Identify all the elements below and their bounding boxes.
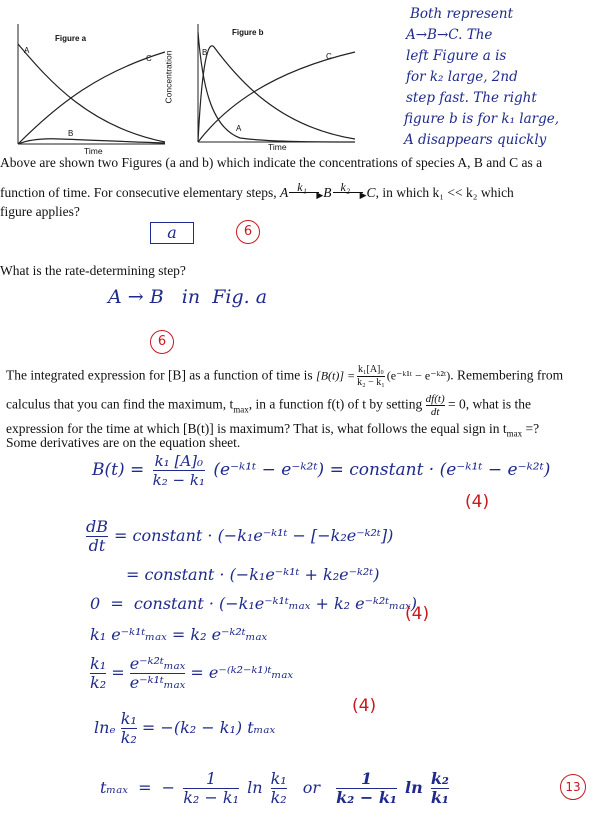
mechanism	[280, 180, 376, 201]
mechanism-k1: k₁	[297, 180, 307, 194]
work-line-1-den: k₂ − k₁	[152, 471, 205, 489]
work-line-7-den: k₂	[120, 728, 137, 747]
mechanism-arrow-2	[333, 180, 367, 200]
total-score-circle	[560, 774, 586, 800]
work-line-8-ln-1: ln	[247, 778, 263, 797]
score-3a: (4)	[465, 492, 490, 512]
question-3-line-2-pre: calculus that you can find the maximum, t	[6, 396, 234, 412]
figure-a-label-b: B	[68, 129, 74, 138]
question-1-line-2-post: , in which k₁ << k₂ which	[375, 185, 514, 200]
figure-b-xlabel: Time	[268, 142, 287, 152]
work-line-7-pre: lnₑ	[94, 718, 116, 737]
question-2-text: What is the rate-determining step?	[0, 263, 186, 278]
figure-b-curve-a	[198, 32, 355, 142]
work-line-3: = constant · (−k₁e⁻ᵏ¹ᵗ + k₂e⁻ᵏ²ᵗ)	[126, 565, 380, 584]
margin-note-line-7: A disappears quickly	[404, 132, 547, 148]
derivative-fraction	[426, 393, 445, 418]
margin-note-line-2: A→B→C. The	[406, 27, 493, 43]
work-line-6-lhs-den: k₂	[90, 673, 107, 692]
work-line-8-frac-3	[336, 770, 397, 807]
arrow-head-icon: ▶	[359, 190, 367, 200]
work-line-1-num: k₁ [A]₀	[154, 452, 204, 470]
work-line-8-frac-1	[183, 770, 239, 807]
question-3-line-3-text: expression for the time at which [B(t)] is maximum? That is, what follows the equal sign in t	[6, 421, 507, 436]
work-line-8-frac-4	[431, 770, 449, 807]
work-line-4: 0 = constant · (−k₁e⁻ᵏ¹ᵗₘₐₓ + k₂ e⁻ᵏ²ᵗₘₐₓ)	[90, 594, 417, 613]
work-line-8-ln-2: ln	[405, 778, 423, 797]
score-3b: (4)	[405, 604, 430, 624]
question-3-line-1-post: . Remembering from	[450, 367, 564, 383]
mechanism-b: B	[323, 185, 332, 200]
figure-a-curve-c	[18, 52, 165, 144]
work-line-6-eq: =	[111, 663, 130, 682]
work-line-8-or: or	[302, 778, 321, 797]
question-1-line-3: figure applies?	[0, 204, 80, 219]
work-line-1-fraction	[153, 452, 205, 489]
derivative-den: dt	[430, 406, 440, 418]
work-line-8-frac-4-den: k₁	[430, 788, 449, 807]
score-2-circle	[150, 330, 174, 354]
equation-b-fraction	[357, 364, 385, 389]
question-3-line-3-post: =?	[522, 421, 540, 436]
work-line-8-frac-2	[271, 770, 287, 807]
figure-b-ylabel: Concentration	[163, 50, 174, 104]
work-line-8-frac-4-num: k₂	[430, 769, 449, 788]
question-3-line-2-mid: , in a function f(t) of t by setting	[248, 396, 426, 412]
figure-a-title: Figure a	[55, 34, 87, 43]
work-line-8-frac-2-num: k₁	[270, 769, 287, 788]
figure-b-label-b: B	[202, 48, 208, 57]
question-1-line-2	[0, 180, 514, 201]
figure-b-label-a: A	[236, 124, 242, 133]
work-line-7-num: k₁	[120, 709, 137, 728]
work-line-6-mid-den: e⁻ᵏ¹ᵗₘₐₓ	[129, 673, 186, 692]
derivative-num: df(t)	[425, 393, 445, 405]
figure-a-label-a: A	[24, 46, 30, 55]
answer-1: a	[167, 223, 177, 242]
work-line-7	[94, 710, 275, 747]
work-line-7-rhs: = −(k₂ − k₁) tₘₐₓ	[141, 718, 276, 737]
figure-a-label-c: C	[146, 54, 152, 63]
work-line-6-rhs: = e⁻⁽ᵏ²⁻ᵏ¹⁾ᵗₘₐₓ	[190, 663, 294, 682]
question-3-line-4: Some derivatives are on the equation sheet.	[6, 435, 241, 450]
margin-note-line-6: figure b is for k₁ large,	[404, 111, 560, 127]
question-1-line-1: Above are shown two Figures (a and b) which indicate the concentrations of species A, B and C as a	[0, 155, 543, 170]
work-line-6-lhs-num: k₁	[90, 654, 107, 673]
margin-note-line-1: Both represent	[410, 6, 514, 22]
margin-note	[400, 4, 612, 151]
work-line-7-fraction	[121, 710, 137, 747]
question-1-line-2-pre: function of time. For consecutive elementary steps,	[0, 185, 281, 200]
work-line-2-den: dt	[88, 536, 106, 555]
work-line-2-fraction	[86, 518, 108, 555]
margin-note-line-4: for k₂ large, 2nd	[406, 69, 518, 85]
mechanism-a: A	[280, 185, 289, 200]
score-1-circle	[236, 220, 260, 244]
work-line-8-lhs: tₘₐₓ = −	[100, 778, 176, 797]
mechanism-arrow-1	[289, 180, 324, 200]
work-line-8-frac-1-num: 1	[183, 770, 239, 789]
score-1: 6	[243, 224, 253, 239]
score-2: 6	[157, 334, 167, 349]
work-line-8-frac-3-num: 1	[336, 770, 397, 789]
work-line-6-lhs	[90, 655, 106, 692]
equation-b-exp: (e⁻ᵏ¹ᵗ − e⁻ᵏ²ᵗ)	[386, 368, 451, 383]
work-line-2-rhs: = constant · (−k₁e⁻ᵏ¹ᵗ − [−k₂e⁻ᵏ²ᵗ])	[114, 526, 394, 545]
work-line-8	[100, 770, 452, 807]
figure-b-label-c: C	[326, 52, 332, 61]
question-3-line-2-post: = 0, what is the	[444, 396, 531, 412]
figure-a	[0, 22, 170, 157]
score-3c: (4)	[352, 696, 377, 716]
work-line-6-mid-num: e⁻ᵏ²ᵗₘₐₓ	[129, 654, 186, 673]
figure-a-curve-b	[18, 139, 165, 144]
equation-b	[316, 364, 450, 389]
work-line-6-mid	[130, 655, 186, 692]
question-3-line-2	[6, 393, 531, 418]
figure-b-title: Figure b	[232, 28, 264, 37]
answer-2: A → B in Fig. a	[108, 286, 268, 308]
work-line-8-frac-3-den: k₂ − k₁	[336, 788, 397, 807]
mechanism-k2: k₂	[340, 180, 351, 194]
work-line-5: k₁ e⁻ᵏ¹ᵗₘₐₓ = k₂ e⁻ᵏ²ᵗₘₐₓ	[90, 625, 268, 644]
work-line-8-frac-2-den: k₂	[270, 788, 287, 807]
tmax-sub-2: max	[506, 428, 523, 439]
work-line-1-lhs: B(t) =	[92, 460, 145, 480]
arrow-head-icon: ▶	[316, 190, 324, 200]
work-line-2-num: dB	[86, 517, 108, 536]
equation-b-num: k₁[A]₀	[358, 364, 384, 375]
total-score: 13	[565, 780, 581, 794]
work-line-8-frac-1-den: k₂ − k₁	[183, 788, 239, 807]
figure-b-curve-c	[198, 52, 355, 142]
figure-a-xlabel: Time	[84, 146, 103, 156]
tmax-sub-1: max	[233, 404, 249, 415]
margin-note-line-5: step fast. The right	[406, 90, 537, 106]
question-3-line-1-pre: The integrated expression for [B] as a function of time is	[6, 367, 317, 383]
margin-note-line-3: left Figure a is	[406, 48, 507, 64]
figure-a-curve-a	[18, 44, 165, 142]
equation-b-den: k₂ − k₁	[357, 377, 385, 388]
work-line-1-rhs: (e⁻ᵏ¹ᵗ − e⁻ᵏ²ᵗ) = constant · (e⁻ᵏ¹ᵗ − e⁻ᵏ²ᵗ)	[213, 460, 551, 480]
work-line-1	[92, 452, 550, 489]
equation-b-lhs: [B(t)] =	[316, 368, 356, 383]
figure-b-plot	[180, 22, 360, 157]
work-line-2	[86, 518, 393, 555]
work-line-6	[90, 655, 293, 692]
answer-1-box	[150, 222, 194, 244]
mechanism-c: C	[366, 185, 376, 200]
question-3-line-1	[6, 364, 563, 389]
figure-b	[163, 22, 360, 157]
